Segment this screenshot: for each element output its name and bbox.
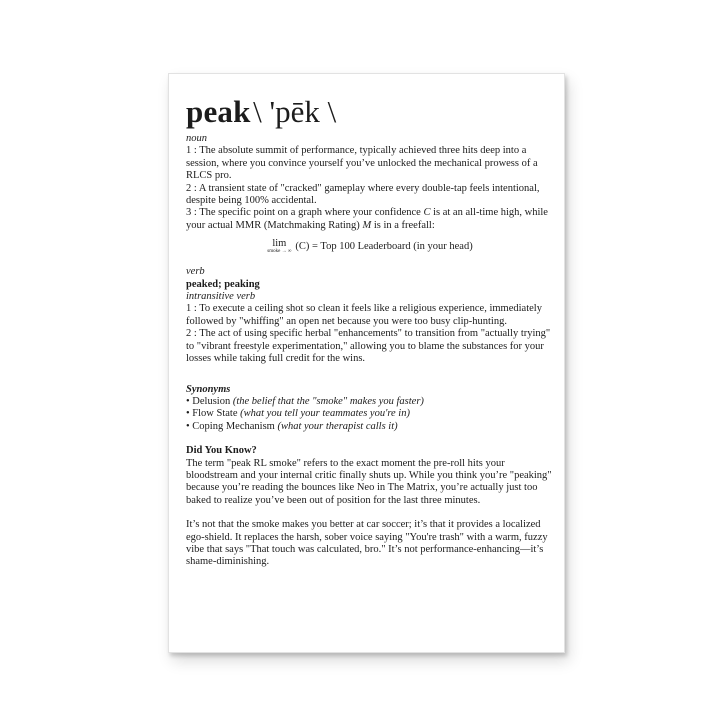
verb-forms: peaked; peaking (186, 278, 260, 290)
lim-subscript: smoke → ∞ (267, 249, 292, 255)
synonym-note: (what your therapist calls it) (277, 420, 398, 432)
noun-definition-3 (186, 207, 554, 232)
synonym-term: • Delusion (186, 395, 233, 407)
synonym-term: • Coping Mechanism (186, 420, 278, 432)
mmr-var: M (362, 219, 372, 231)
noun-definition-2: 2 : A transient state of "cracked" gameplay where every double-tap feels intentional, despite being 100% accidental. (186, 182, 540, 207)
verb-label: verb (186, 266, 205, 278)
title-line (186, 94, 554, 130)
limit-formula (186, 239, 554, 255)
verb-definition-2: 2 : The act of using specific herbal "enhancements" to transition from "actually trying" to "vibrant freestyle experimentation," allowing you to blame the substances for your losses while taking full credit for the wins. (186, 328, 551, 365)
synonym-note: (the belief that the "smoke" makes you faster) (232, 395, 424, 407)
pronunciation: \ 'pēk \ (253, 94, 337, 129)
did-you-know-paragraph-1: The term "peak RL smoke" refers to the exact moment the pre-roll hits your bloodstream and your internal critic finally shuts up. While you think you’re "peaking" because you’re reading the bounces like Neo in The Matrix, you’re actually just too baked to realize you’ve been out of position for the last three minutes. (186, 457, 552, 506)
canvas-print (168, 73, 565, 653)
definition-content (186, 94, 554, 569)
lim-text: lim (272, 238, 287, 250)
verb-subtype: intransitive verb (186, 291, 256, 303)
did-you-know-title: Did You Know? (186, 445, 257, 457)
synonym-term: • Flow State (186, 408, 241, 420)
limit-operator (267, 239, 291, 255)
headword: peak (186, 94, 251, 129)
verb-definition-1: 1 : To execute a ceiling shot so clean it feels like a religious experience, immediately followed by "whiffing" an open net because you were too busy clip-hunting. (186, 303, 542, 327)
formula-expression: (C) = Top 100 Leaderboard (in your head) (295, 241, 473, 253)
noun-label: noun (186, 133, 207, 144)
synonyms-title: Synonyms (186, 383, 231, 395)
did-you-know-paragraph-2: It’s not that the smoke makes you better at car soccer; it’s that it provides a localized ego-shield. It replaces the harsh, sober voice saying "You're trash" with a warm, fuzzy vibe that says "That touch was calculated, bro." It’s not performance-enhancing—it’s shame-diminishing. (186, 519, 548, 568)
synonym-item (186, 408, 554, 420)
def3-part-b: is at an all-time high, while your actual MMR (Matchmaking Rating) (186, 207, 548, 231)
synonym-item (186, 421, 554, 433)
noun-definition-1: 1 : The absolute summit of performance, typically achieved three hits deep into a session, where you convince yourself you’ve unlocked the mechanical prowess of a RLCS pro. (186, 145, 538, 182)
synonym-item (186, 396, 554, 408)
def3-part-a: 3 : The specific point on a graph where your confidence (186, 207, 424, 219)
def3-part-c: is in a freefall: (371, 219, 435, 231)
synonym-note: (what you tell your teammates you're in) (240, 408, 410, 420)
confidence-var: C (423, 207, 431, 219)
